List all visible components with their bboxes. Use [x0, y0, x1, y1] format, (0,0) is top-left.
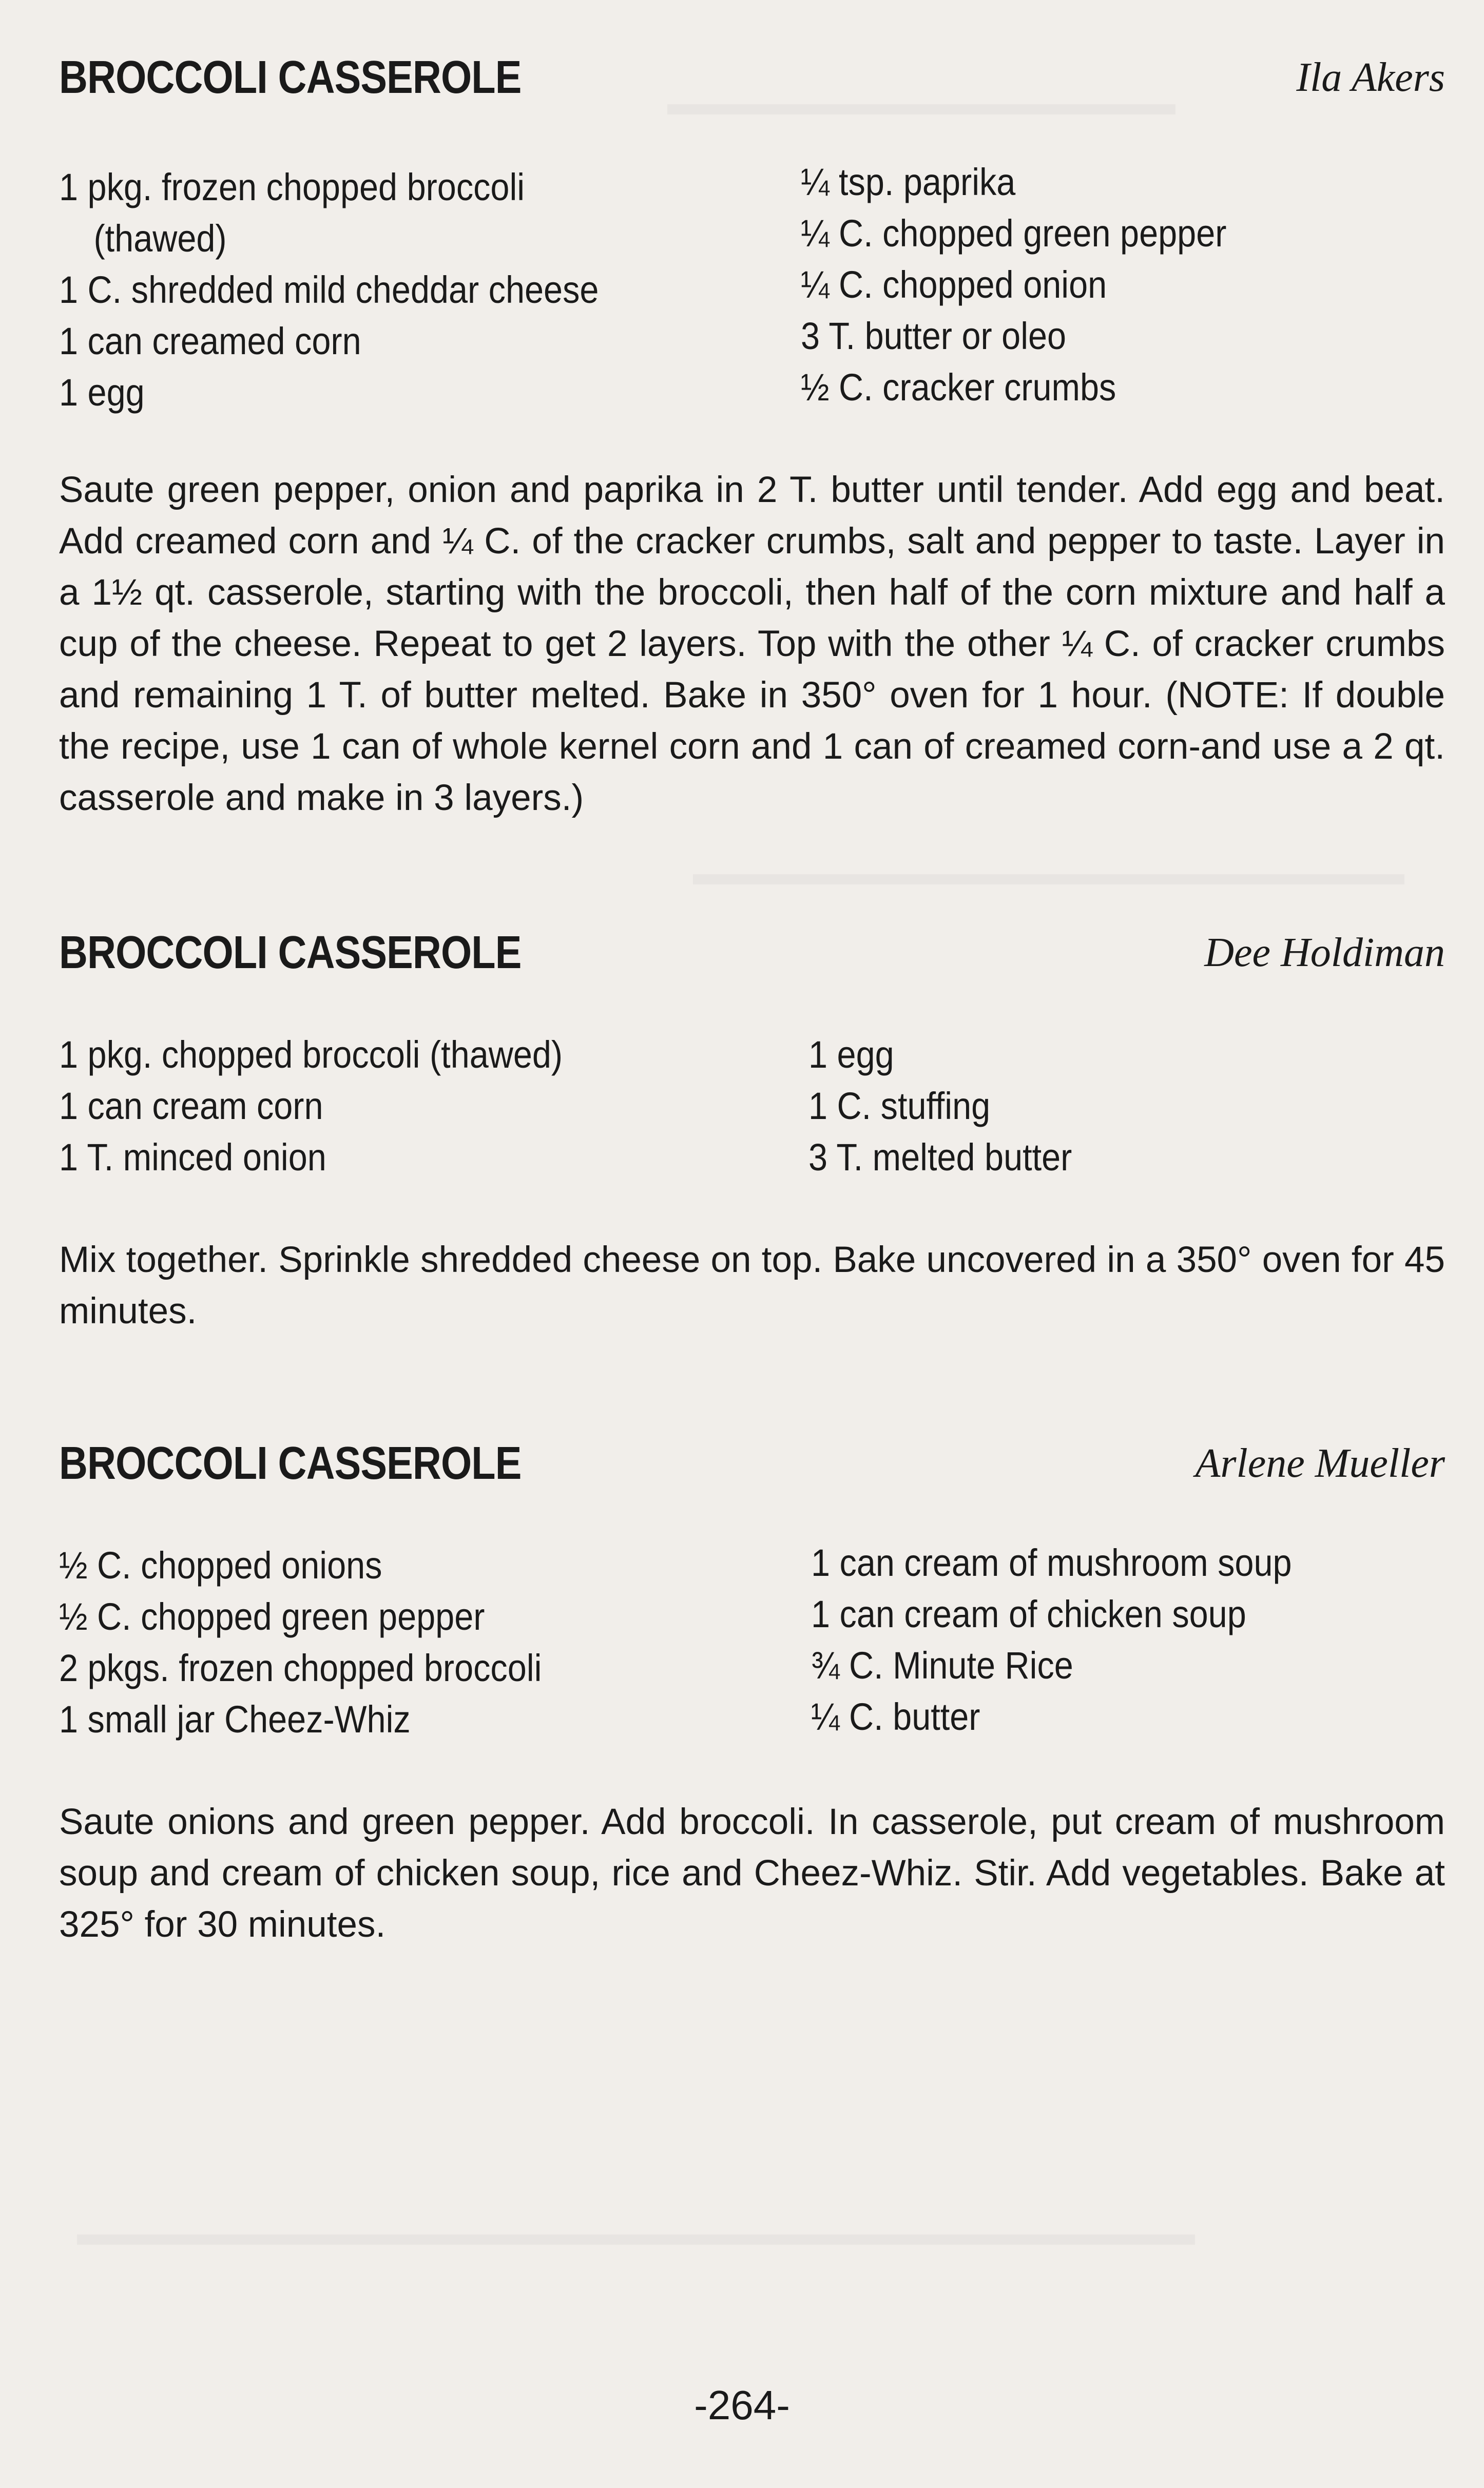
ingredient: ¼ C. butter — [811, 1695, 980, 1738]
ingredient: 1 egg — [59, 371, 145, 414]
recipe-author: Arlene Mueller — [1195, 1441, 1445, 1486]
show-through-text: ▬▬▬▬▬▬▬▬▬▬▬▬▬▬▬▬▬▬▬▬▬▬▬▬▬▬▬▬▬▬▬▬▬ — [77, 2214, 1195, 2252]
ingredient: ½ C. chopped green pepper — [59, 1595, 485, 1638]
ingredients-right — [808, 1029, 1101, 1183]
ingredient: ½ C. cracker crumbs — [801, 366, 1116, 409]
ingredient: 1 C. stuffing — [808, 1085, 991, 1127]
ingredients-right — [811, 1537, 1345, 1743]
ingredient: 1 egg — [808, 1033, 894, 1076]
ingredient: 1 pkg. chopped broccoli (thawed) — [59, 1033, 563, 1076]
show-through-text: ▬▬▬▬▬▬▬▬▬▬▬▬▬▬▬ — [667, 84, 1175, 122]
ingredient: 1 small jar Cheez-Whiz — [59, 1698, 411, 1741]
ingredient: (thawed) — [93, 217, 227, 260]
ingredient: ¼ tsp. paprika — [801, 161, 1016, 203]
recipe-title: BROCCOLI CASSEROLE — [59, 52, 522, 103]
recipe-instructions: Mix together. Sprinkle shredded cheese on top. Bake uncovered in a 350° oven for 45 minutes. — [59, 1240, 1445, 1332]
ingredient: 3 T. butter or oleo — [801, 315, 1067, 357]
ingredient: 1 T. minced onion — [59, 1136, 326, 1179]
recipe-title: BROCCOLI CASSEROLE — [59, 927, 522, 978]
ingredients-right — [801, 157, 1274, 413]
ingredients-left — [59, 1029, 619, 1183]
ingredient: 1 pkg. frozen chopped broccoli — [59, 166, 525, 208]
ingredient: ¼ C. chopped onion — [801, 263, 1107, 306]
recipe-instructions: Saute onions and green pepper. Add broccoli. In casserole, put cream of mushroom soup and cream of chicken soup, rice and Cheez-Whiz. Stir. Add vegetables. Bake at 325° for 30 minutes. — [59, 1802, 1445, 1945]
recipe-author: Dee Holdiman — [1204, 930, 1445, 975]
ingredients-left — [59, 162, 659, 418]
ingredients-left — [59, 1540, 595, 1745]
recipe-author: Ila Akers — [1296, 55, 1445, 100]
recipe-title: BROCCOLI CASSEROLE — [59, 1438, 522, 1489]
ingredient: 1 can cream of mushroom soup — [811, 1541, 1292, 1584]
ingredient: ½ C. chopped onions — [59, 1544, 382, 1587]
ingredient: ¾ C. Minute Rice — [811, 1644, 1073, 1687]
ingredient: 3 T. melted butter — [808, 1136, 1072, 1179]
ingredient: 1 can cream of chicken soup — [811, 1593, 1246, 1635]
show-through-text: ▬▬▬▬▬▬▬▬▬▬▬▬▬▬▬▬▬▬▬▬▬ — [693, 854, 1404, 892]
recipe-instructions: Saute green pepper, onion and paprika in 2 T. butter until tender. Add egg and beat. Add creamed corn and ¼ C. of the cracker crumbs, salt and pepper to taste. Layer in a 1½ qt. casserole, starting with the broccoli, then half of the corn mixture and half a cup of the cheese. Repeat to get 2 layers. Top with the other ¼ C. of cracker crumbs and remaining 1 T. of butter melted. Bake in 350° oven for 1 hour. (NOTE: If double the recipe, use 1 can of whole kernel corn and 1 can of creamed corn-and use a 2 qt. casserole and make in 3 layers.) — [59, 470, 1445, 818]
page-number: -264- — [694, 2382, 790, 2428]
ingredient: ¼ C. chopped green pepper — [801, 212, 1227, 255]
ingredient: 1 C. shredded mild cheddar cheese — [59, 268, 599, 311]
ingredient: 1 can creamed corn — [59, 320, 361, 362]
ingredient: 2 pkgs. frozen chopped broccoli — [59, 1647, 542, 1689]
ingredient: 1 can cream corn — [59, 1085, 323, 1127]
